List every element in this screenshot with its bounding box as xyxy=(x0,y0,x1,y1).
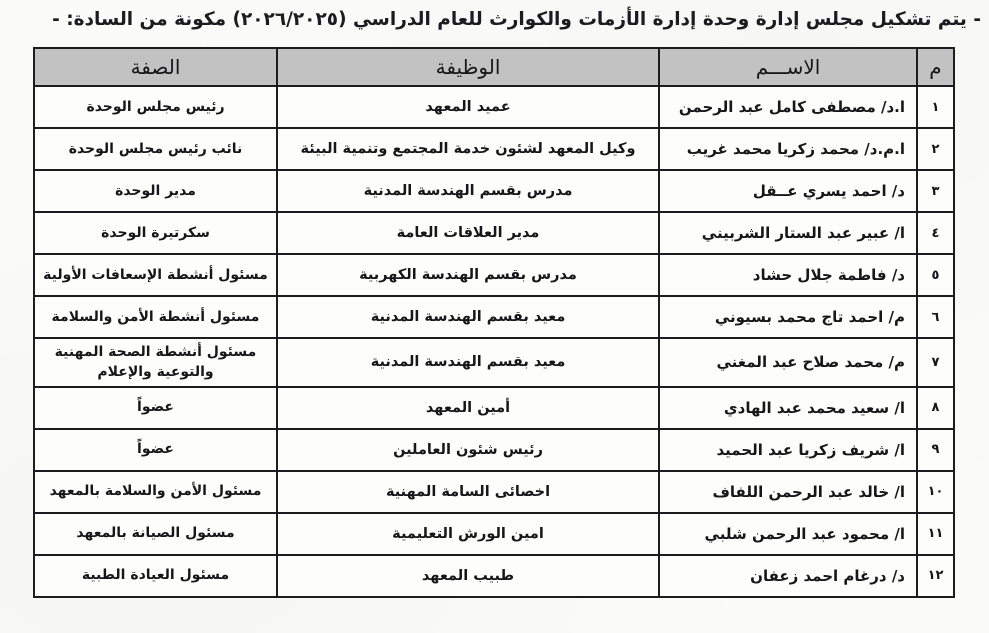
member-name-cell: ا/ محمود عبد الرحمن شلبي xyxy=(659,513,917,555)
member-name-cell: م/ محمد صلاح عبد المغني xyxy=(659,338,917,387)
member-job-cell: معيد بقسم الهندسة المدنية xyxy=(277,296,659,338)
document-title: - يتم تشكيل مجلس إدارة وحدة إدارة الأزمات والكوارث للعام الدراسي (٢٠٢٦/٢٠٢٥) مكونة من السادة: - xyxy=(52,9,981,30)
member-name-cell: د/ احمد يسري عــقل xyxy=(659,170,917,212)
table-row xyxy=(34,429,954,471)
member-job-cell: امين الورش التعليمية xyxy=(277,513,659,555)
table-row xyxy=(34,338,954,387)
member-name-cell: ا/ خالد عبد الرحمن اللفاف xyxy=(659,471,917,513)
table-header-row xyxy=(34,48,954,86)
member-role-cell: رئيس مجلس الوحدة xyxy=(34,86,277,128)
member-role-cell: مسئول أنشطة الأمن والسلامة xyxy=(34,296,277,338)
row-number-cell: ١٠ xyxy=(917,471,954,513)
member-role-cell: عضواً xyxy=(34,387,277,429)
row-number-cell: ٢ xyxy=(917,128,954,170)
member-role-cell: عضواً xyxy=(34,429,277,471)
row-number-cell: ١١ xyxy=(917,513,954,555)
table-body xyxy=(34,86,954,597)
column-header-name: الاســـم xyxy=(659,48,917,86)
member-role-cell: مسئول الأمن والسلامة بالمعهد xyxy=(34,471,277,513)
member-job-cell: أمين المعهد xyxy=(277,387,659,429)
column-header-number: م xyxy=(917,48,954,86)
column-header-role: الصفة xyxy=(34,48,277,86)
member-role-cell: نائب رئيس مجلس الوحدة xyxy=(34,128,277,170)
member-job-cell: عميد المعهد xyxy=(277,86,659,128)
row-number-cell: ٤ xyxy=(917,212,954,254)
member-job-cell: اخصائى السامة المهنية xyxy=(277,471,659,513)
member-name-cell: ا/ شريف زكريا عبد الحميد xyxy=(659,429,917,471)
table-row xyxy=(34,86,954,128)
member-name-cell: ا.د/ مصطفى كامل عبد الرحمن xyxy=(659,86,917,128)
member-role-cell: مدير الوحدة xyxy=(34,170,277,212)
row-number-cell: ٣ xyxy=(917,170,954,212)
row-number-cell: ٥ xyxy=(917,254,954,296)
row-number-cell: ٩ xyxy=(917,429,954,471)
table-row xyxy=(34,170,954,212)
member-name-cell: د/ فاطمة جلال حشاد xyxy=(659,254,917,296)
member-job-cell: مدرس بقسم الهندسة المدنية xyxy=(277,170,659,212)
column-header-job: الوظيفة xyxy=(277,48,659,86)
member-role-cell: مسئول العيادة الطبية xyxy=(34,555,277,597)
member-role-cell: مسئول أنشطة الإسعافات الأولية xyxy=(34,254,277,296)
member-job-cell: مدرس بقسم الهندسة الكهربية xyxy=(277,254,659,296)
table-row xyxy=(34,513,954,555)
table-row xyxy=(34,296,954,338)
member-role-cell: سكرتيرة الوحدة xyxy=(34,212,277,254)
table-row xyxy=(34,128,954,170)
member-job-cell: رئيس شئون العاملين xyxy=(277,429,659,471)
member-name-cell: د/ درغام احمد زعفان xyxy=(659,555,917,597)
member-job-cell: معيد بقسم الهندسة المدنية xyxy=(277,338,659,387)
member-name-cell: م/ احمد تاج محمد بسيوني xyxy=(659,296,917,338)
committee-table xyxy=(33,47,955,598)
member-name-cell: ا.م.د/ محمد زكريا محمد غريب xyxy=(659,128,917,170)
row-number-cell: ١ xyxy=(917,86,954,128)
table-row xyxy=(34,387,954,429)
row-number-cell: ٨ xyxy=(917,387,954,429)
member-job-cell: مدير العلاقات العامة xyxy=(277,212,659,254)
row-number-cell: ٦ xyxy=(917,296,954,338)
row-number-cell: ٧ xyxy=(917,338,954,387)
table-row xyxy=(34,254,954,296)
member-role-cell: مسئول أنشطة الصحة المهنية والتوعية والإعلام xyxy=(34,338,277,387)
member-role-cell: مسئول الصيانة بالمعهد xyxy=(34,513,277,555)
table-row xyxy=(34,471,954,513)
member-job-cell: طبيب المعهد xyxy=(277,555,659,597)
member-name-cell: ا/ سعيد محمد عبد الهادي xyxy=(659,387,917,429)
member-job-cell: وكيل المعهد لشئون خدمة المجتمع وتنمية البيئة xyxy=(277,128,659,170)
row-number-cell: ١٢ xyxy=(917,555,954,597)
table-row xyxy=(34,212,954,254)
member-name-cell: ا/ عبير عبد الستار الشربيني xyxy=(659,212,917,254)
table-row xyxy=(34,555,954,597)
